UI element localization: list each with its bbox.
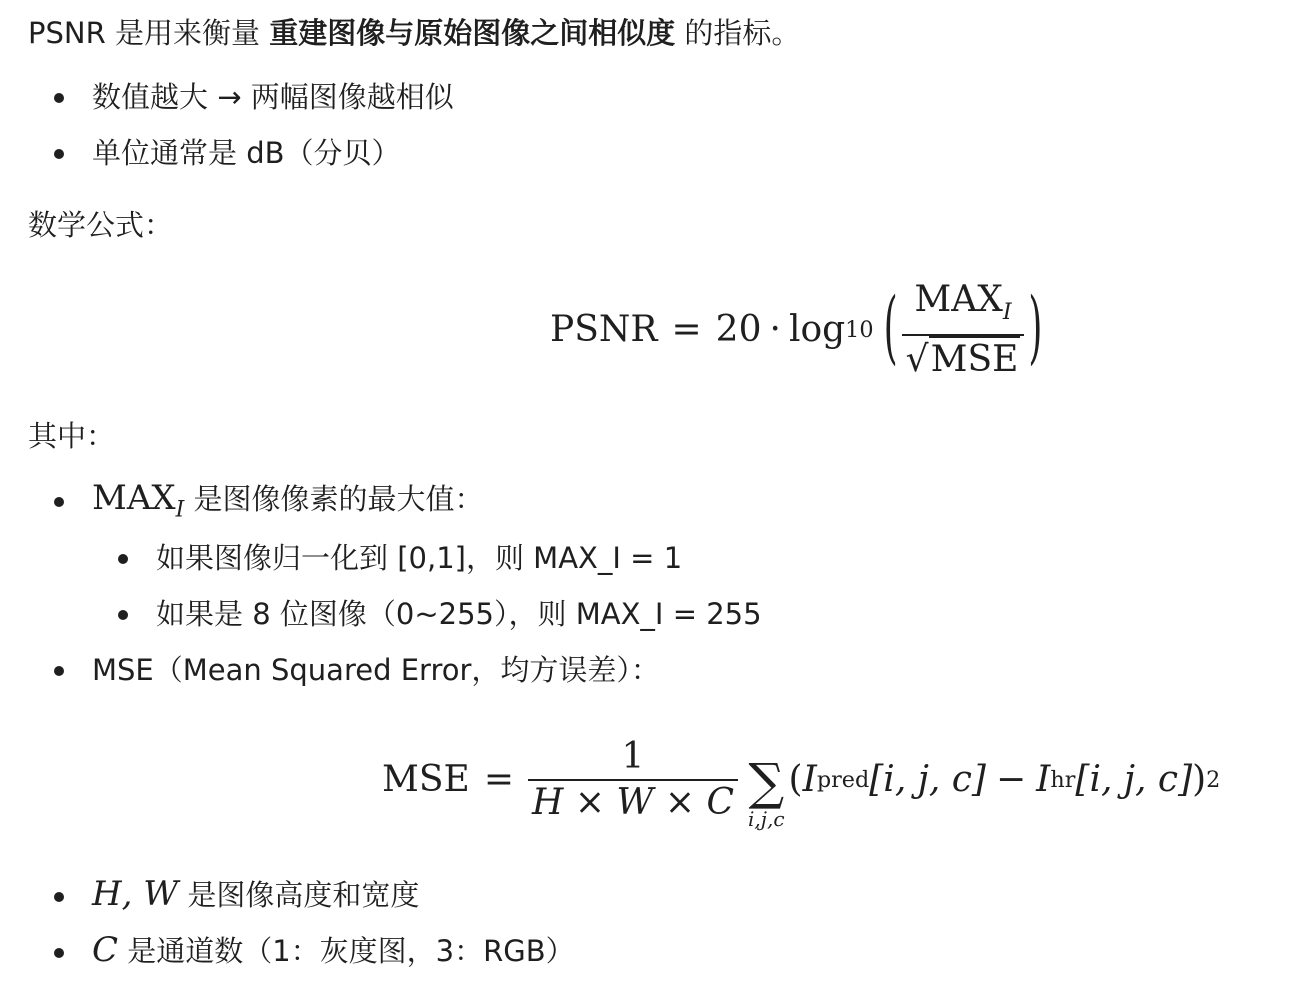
fraction-numerator (910, 278, 1015, 334)
sum-icon: ∑ (748, 753, 785, 811)
dot-operator: · (769, 309, 781, 350)
fraction-denominator (902, 336, 1025, 382)
equals-sign: = (671, 309, 702, 350)
bullet-dot (54, 892, 64, 902)
max-symbol: MAX (914, 279, 1003, 321)
bullet-dot (54, 149, 64, 159)
bullet-dot (54, 93, 64, 103)
log-base: 10 (845, 317, 874, 343)
max-subscript: I (1002, 298, 1012, 325)
max-math-subscript: I (175, 497, 185, 523)
c-math: C (92, 930, 119, 970)
fraction-denominator: H × W × C (531, 782, 735, 823)
formula-label: 数学公式： (28, 208, 174, 242)
hw-math: H, W (92, 874, 179, 914)
fraction-numerator: 1 (621, 736, 645, 777)
equals-sign: = (483, 759, 514, 800)
intro-suffix: 的指标。 (675, 16, 801, 50)
max-math: MAX (92, 478, 176, 518)
mse-equation (382, 720, 1220, 840)
intro-bold: 重建图像与原始图像之间相似度 (269, 16, 676, 50)
psnr-fraction (902, 278, 1025, 382)
psnr-lhs: PSNR (550, 309, 658, 350)
log-fn: log (788, 309, 846, 350)
i-pred-symbol: I (802, 759, 817, 800)
i-hr-symbol: I (1036, 759, 1051, 800)
sum-subscript: i,j,c (748, 807, 785, 831)
bullet-dot (54, 948, 64, 958)
max-text: 是图像像素的最大值： (184, 482, 484, 516)
power: 2 (1206, 767, 1221, 793)
mse-lhs: MSE (382, 759, 470, 800)
sub-list-item: 如果是 8 位图像（0~255），则 MAX_I = 255 (156, 597, 762, 631)
bullet-dot (54, 666, 64, 676)
intro-prefix: PSNR 是用来衡量 (28, 16, 270, 50)
list-item-c (92, 932, 575, 969)
intro-paragraph (28, 15, 800, 51)
list-item: 单位通常是 dB（分贝） (92, 136, 401, 170)
list-item: 数值越大 → 两幅图像越相似 (92, 80, 454, 114)
hw-text: 是图像高度和宽度 (178, 878, 420, 912)
open-paren: ( (788, 759, 803, 800)
sqrt-icon: √ (905, 338, 929, 380)
psnr-coef: 20 (715, 309, 762, 350)
left-paren: ( (883, 283, 898, 374)
close-paren: ) (1192, 759, 1207, 800)
list-item-mse: MSE（Mean Squared Error，均方误差）： (92, 653, 660, 687)
index-2: [i, j, c] (1075, 759, 1193, 800)
i-pred-subscript: pred (816, 767, 870, 793)
psnr-equation (550, 280, 1042, 380)
sqrt-radicand: MSE (929, 336, 1021, 382)
minus-sign: − (995, 759, 1027, 800)
right-paren: ) (1028, 283, 1043, 374)
where-label: 其中： (28, 419, 116, 453)
sub-list-item: 如果图像归一化到 [0,1]，则 MAX_I = 1 (156, 541, 683, 575)
index-1: [i, j, c] (869, 759, 986, 800)
mse-fraction (528, 735, 738, 825)
summation (748, 753, 785, 831)
i-hr-subscript: hr (1050, 767, 1076, 793)
list-item-hw (92, 876, 419, 913)
bullet-dot (118, 610, 128, 620)
sqrt (906, 336, 1021, 382)
list-item-max (92, 480, 484, 529)
bullet-dot (118, 554, 128, 564)
bullet-dot (54, 497, 64, 507)
c-text: 是通道数（1：灰度图，3：RGB） (118, 934, 575, 968)
